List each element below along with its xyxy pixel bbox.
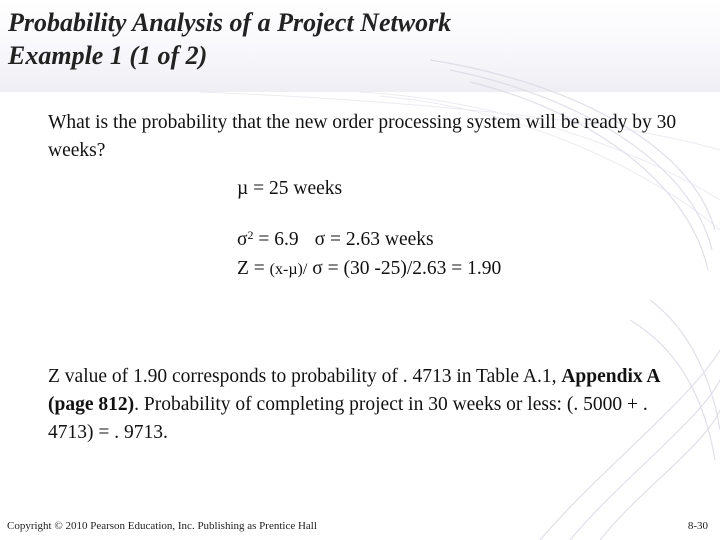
z-expression: (x-µ)/ [269,261,308,278]
copyright-footer: Copyright © 2010 Pearson Education, Inc. Publishing as Prentice Hall [7,520,317,532]
std-dev-formula: σ = 2.63 weeks [314,229,434,250]
answer-part-2: . Probability of completing project in 30 weeks or less: (. 5000 + . 4713) = . 9713. [48,394,648,443]
answer-bold-reference: Appendix A (page 812) [48,366,660,415]
z-score-formula [237,256,501,283]
z-prefix: Z = [237,258,270,279]
sigma-symbol: σ [237,229,248,250]
variance-value: = 6.9 [253,229,299,250]
title-line-2: Example 1 (1 of 2) [8,41,208,70]
question-text: What is the probability that the new order processing system will be ready by 30 weeks? [48,112,677,161]
answer-text [48,363,698,447]
title-line-1: Probability Analysis of a Project Network [8,8,452,37]
exponent: 2 [247,228,254,242]
mean-formula: µ = 25 weeks [237,178,343,199]
variance-formula [237,222,434,253]
page-number: 8-30 [687,520,708,532]
answer-part-1: Z value of 1.90 corresponds to probability of . 4713 in Table A.1, [48,366,562,387]
page-title [8,6,451,72]
z-computation: σ = (30 -25)/2.63 = 1.90 [307,258,502,279]
